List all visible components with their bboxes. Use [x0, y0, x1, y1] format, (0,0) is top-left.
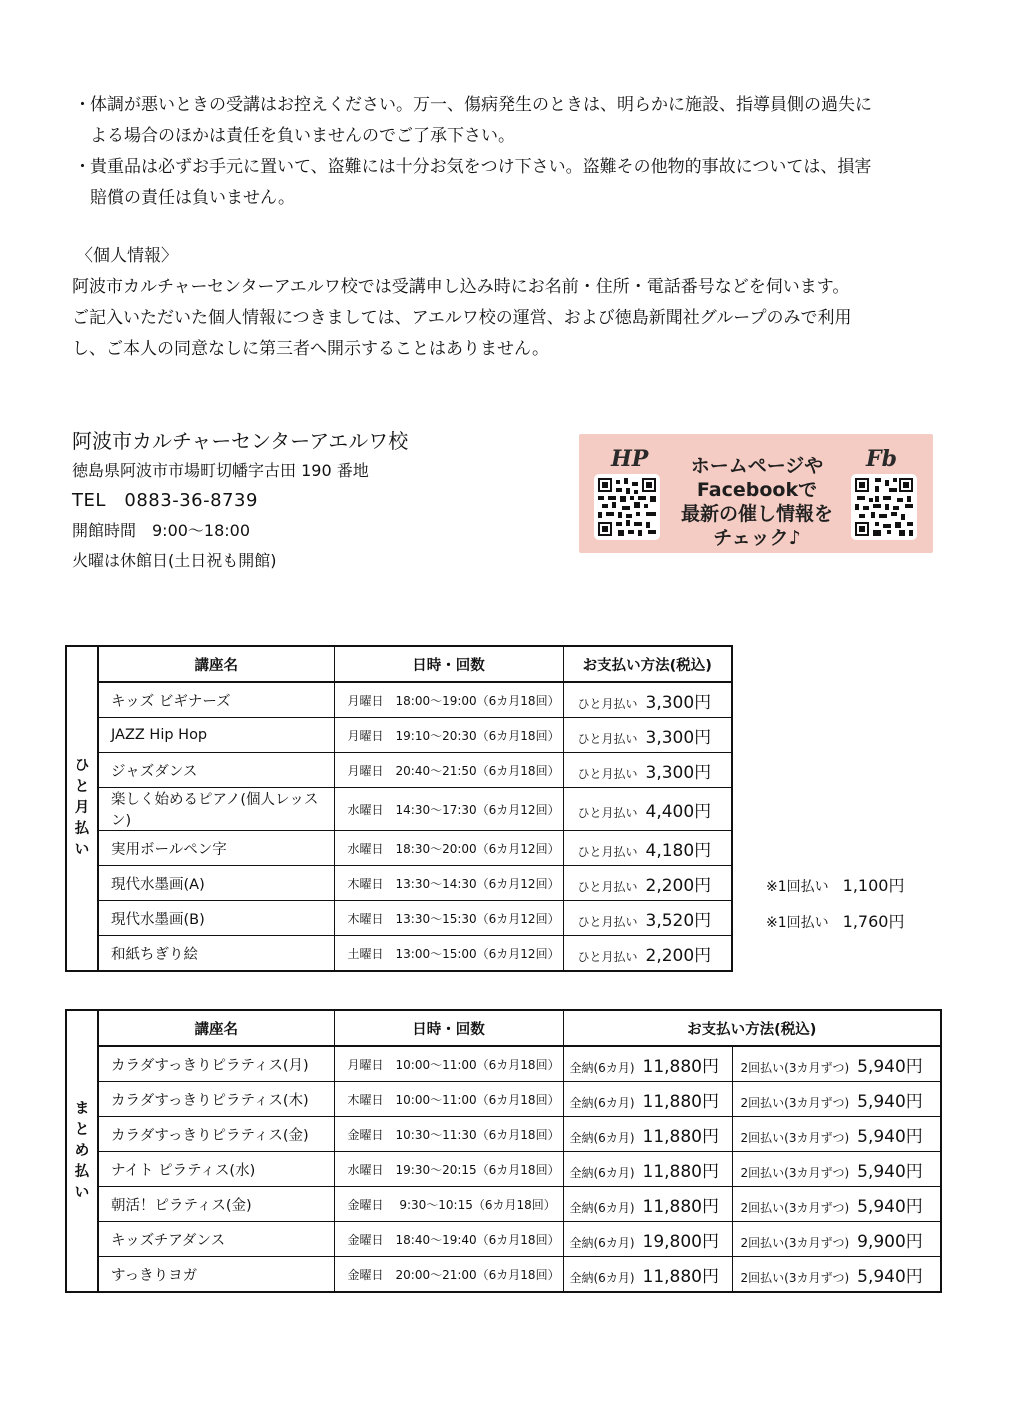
- payment-label: ひと月払い: [577, 805, 638, 820]
- note-text: 体調が悪いときの受講はお控えください。万一、傷病発生のときは、明らかに施設、指導員側の過失に: [90, 95, 872, 115]
- course-name: 和紙ちぎり絵: [98, 936, 334, 972]
- center-hours: 開館時間 9:00〜18:00: [72, 521, 251, 540]
- table-row: [66, 1117, 941, 1152]
- course-schedule: 月曜日 20:40〜21:50（6カ月18回）: [334, 753, 563, 788]
- single-payment-label: ※1回払い: [766, 915, 829, 931]
- payment-label: 2回払い(3カ月ずつ): [740, 1095, 850, 1110]
- split-payment: [732, 1187, 941, 1222]
- single-payment-amount: 1,760円: [842, 912, 905, 931]
- side-char: い: [74, 1184, 90, 1201]
- payment-label: ひと月払い: [577, 949, 638, 964]
- side-char: と: [74, 1121, 90, 1138]
- split-payment: [732, 1046, 941, 1082]
- course-name: ジャズダンス: [98, 753, 334, 788]
- privacy-text: 阿波市カルチャーセンターアエルワ校では受講申し込み時にお名前・住所・電話番号などを伺います。: [72, 277, 850, 297]
- course-name: 朝活！ピラティス(金): [98, 1187, 334, 1222]
- payment-amount: 11,880円: [642, 1056, 719, 1077]
- note-text-cont: よる場合のほかは責任を負いませんのでご了承下さい。: [90, 126, 515, 146]
- payment-label: ひと月払い: [577, 914, 638, 929]
- hp-label: HP: [611, 446, 649, 472]
- single-payment-note: [766, 873, 904, 896]
- payment-amount: 5,940円: [857, 1056, 923, 1077]
- course-name: 楽しく始めるピアノ(個人レッスン): [98, 788, 334, 831]
- privacy-heading: 〈個人情報〉: [76, 246, 178, 266]
- sns-line: ホームページや: [690, 455, 824, 477]
- payment-amount: 5,940円: [857, 1161, 923, 1182]
- side-char: 払: [74, 821, 90, 837]
- payment-amount: 11,880円: [642, 1091, 719, 1112]
- table-row: [66, 718, 732, 753]
- center-closed: 火曜は休館日(土日祝も開館): [72, 551, 277, 570]
- payment-label: 2回払い(3カ月ずつ): [740, 1165, 850, 1180]
- course-name: ナイト ピラティス(水): [98, 1152, 334, 1187]
- course-payment: [563, 718, 732, 753]
- lump-sum-fee-table: [65, 1009, 942, 1293]
- payment-amount: 11,880円: [642, 1196, 719, 1217]
- table-row: [66, 1222, 941, 1257]
- sns-line: Facebookで: [696, 479, 818, 501]
- sns-message: [669, 454, 845, 550]
- header-payment: お支払い方法(税込): [563, 1010, 941, 1046]
- sns-line: 最新の催し情報を: [680, 503, 833, 525]
- side-label-monthly: [66, 646, 98, 971]
- note-text-cont: 賠償の責任は負いません。: [90, 188, 296, 208]
- payment-label: 全納(6カ月): [569, 1200, 635, 1215]
- payment-amount: 5,940円: [857, 1266, 923, 1287]
- payment-amount: 4,400円: [645, 801, 712, 822]
- center-name: 阿波市カルチャーセンターアエルワ校: [72, 429, 409, 453]
- course-name: 実用ボールペン字: [98, 831, 334, 866]
- bullet: ・: [74, 157, 91, 177]
- course-name: キッズチアダンス: [98, 1222, 334, 1257]
- payment-label: 2回払い(3カ月ずつ): [740, 1200, 850, 1215]
- payment-amount: 2,200円: [645, 875, 712, 896]
- payment-label: 全納(6カ月): [569, 1235, 635, 1250]
- course-payment: [563, 753, 732, 788]
- course-schedule: 木曜日 13:30〜15:30（6カ月12回）: [334, 901, 563, 936]
- course-schedule: 土曜日 13:00〜15:00（6カ月12回）: [334, 936, 563, 972]
- course-name: キッズ ビギナーズ: [98, 682, 334, 718]
- header-schedule: 日時・回数: [334, 1010, 563, 1046]
- payment-label: 2回払い(3カ月ずつ): [740, 1130, 850, 1145]
- single-payment-amount: 1,100円: [842, 876, 905, 895]
- course-payment: [563, 788, 732, 831]
- notes-section: [72, 90, 952, 214]
- course-name: カラダすっきりピラティス(月): [98, 1046, 334, 1082]
- center-address: 徳島県阿波市市場町切幡字古田 190 番地: [72, 461, 369, 480]
- payment-amount: 3,300円: [645, 727, 712, 748]
- split-payment: [732, 1257, 941, 1293]
- payment-label: 全納(6カ月): [569, 1270, 635, 1285]
- course-schedule: 水曜日 18:30〜20:00（6カ月12回）: [334, 831, 563, 866]
- side-char: 月: [74, 800, 90, 816]
- side-char: い: [74, 842, 90, 858]
- table-row: [66, 753, 732, 788]
- header-payment: お支払い方法(税込): [563, 646, 732, 682]
- privacy-text: ご記入いただいた個人情報につきましては、アエルワ校の運営、および徳島新聞社グループのみで利用: [72, 308, 852, 328]
- sns-line: チェック♪: [713, 527, 801, 549]
- payment-label: 全納(6カ月): [569, 1095, 635, 1110]
- note-text: 貴重品は必ずお手元に置いて、盗難には十分お気をつけ下さい。盗難その他物的事故については、損害: [90, 157, 872, 177]
- table-header-row: [66, 1010, 941, 1046]
- full-payment: [563, 1222, 732, 1257]
- course-name: JAZZ Hip Hop: [98, 718, 334, 753]
- side-char: 払: [74, 1163, 90, 1180]
- payment-amount: 3,300円: [645, 762, 712, 783]
- course-schedule: 水曜日 14:30〜17:30（6カ月12回）: [334, 788, 563, 831]
- privacy-section: [72, 241, 952, 365]
- payment-amount: 9,900円: [857, 1231, 923, 1252]
- payment-label: ひと月払い: [577, 879, 638, 894]
- side-char: ひ: [74, 758, 90, 774]
- table-row: [66, 1046, 941, 1082]
- course-payment: [563, 682, 732, 718]
- payment-amount: 3,520円: [645, 910, 712, 931]
- full-payment: [563, 1082, 732, 1117]
- hp-qr-icon[interactable]: [594, 474, 660, 540]
- payment-label: ひと月払い: [577, 766, 638, 781]
- note-item: [72, 152, 952, 214]
- single-payment-note: [766, 909, 904, 932]
- payment-label: 全納(6カ月): [569, 1165, 635, 1180]
- header-schedule: 日時・回数: [334, 646, 563, 682]
- payment-label: ひと月払い: [577, 696, 638, 711]
- payment-label: ひと月払い: [577, 731, 638, 746]
- center-info: [72, 426, 552, 576]
- course-schedule: 金曜日 20:00〜21:00（6カ月18回）: [334, 1257, 563, 1293]
- payment-amount: 5,940円: [857, 1091, 923, 1112]
- table-row: [66, 1187, 941, 1222]
- course-name: 現代水墨画(A): [98, 866, 334, 901]
- fb-qr-icon[interactable]: [851, 474, 917, 540]
- payment-label: 全納(6カ月): [569, 1130, 635, 1145]
- table-row: [66, 866, 732, 901]
- payment-label: 2回払い(3カ月ずつ): [740, 1060, 850, 1075]
- header-course: 講座名: [98, 1010, 334, 1046]
- table-row: [66, 788, 732, 831]
- payment-label: 2回払い(3カ月ずつ): [740, 1235, 850, 1250]
- course-schedule: 水曜日 19:30〜20:15（6カ月18回）: [334, 1152, 563, 1187]
- course-schedule: 金曜日 18:40〜19:40（6カ月18回）: [334, 1222, 563, 1257]
- course-schedule: 月曜日 19:10〜20:30（6カ月18回）: [334, 718, 563, 753]
- table-header-row: [66, 646, 732, 682]
- payment-amount: 11,880円: [642, 1126, 719, 1147]
- course-payment: [563, 936, 732, 972]
- full-payment: [563, 1257, 732, 1293]
- payment-amount: 5,940円: [857, 1126, 923, 1147]
- course-name: カラダすっきりピラティス(金): [98, 1117, 334, 1152]
- full-payment: [563, 1152, 732, 1187]
- privacy-text: し、ご本人の同意なしに第三者へ開示することはありません。: [72, 339, 550, 359]
- table-row: [66, 936, 732, 972]
- course-payment: [563, 901, 732, 936]
- full-payment: [563, 1046, 732, 1082]
- header-course: 講座名: [98, 646, 334, 682]
- note-item: [72, 90, 952, 152]
- bullet: ・: [74, 95, 91, 115]
- full-payment: [563, 1187, 732, 1222]
- table-row: [66, 682, 732, 718]
- course-payment: [563, 866, 732, 901]
- payment-amount: 4,180円: [645, 840, 712, 861]
- course-schedule: 月曜日 10:00〜11:00（6カ月18回）: [334, 1046, 563, 1082]
- course-schedule: 月曜日 18:00〜19:00（6カ月18回）: [334, 682, 563, 718]
- course-name: すっきりヨガ: [98, 1257, 334, 1293]
- payment-amount: 5,940円: [857, 1196, 923, 1217]
- table-row: [66, 1257, 941, 1293]
- split-payment: [732, 1082, 941, 1117]
- side-char: め: [74, 1142, 90, 1159]
- sns-banner: [579, 434, 933, 553]
- course-payment: [563, 831, 732, 866]
- payment-label: 全納(6カ月): [569, 1060, 635, 1075]
- payment-amount: 19,800円: [642, 1231, 719, 1252]
- split-payment: [732, 1222, 941, 1257]
- single-payment-label: ※1回払い: [766, 879, 829, 895]
- monthly-fee-table: [65, 645, 733, 972]
- course-schedule: 木曜日 13:30〜14:30（6カ月12回）: [334, 866, 563, 901]
- course-schedule: 金曜日 9:30〜10:15（6カ月18回）: [334, 1187, 563, 1222]
- side-label-lump: [66, 1010, 98, 1292]
- fb-label: Fb: [866, 446, 898, 472]
- center-tel[interactable]: TEL 0883-36-8739: [72, 490, 258, 511]
- payment-label: ひと月払い: [577, 844, 638, 859]
- split-payment: [732, 1152, 941, 1187]
- side-char: と: [74, 779, 90, 795]
- payment-amount: 3,300円: [645, 692, 712, 713]
- payment-amount: 2,200円: [645, 945, 712, 966]
- payment-amount: 11,880円: [642, 1161, 719, 1182]
- table-row: [66, 1152, 941, 1187]
- payment-label: 2回払い(3カ月ずつ): [740, 1270, 850, 1285]
- course-schedule: 金曜日 10:30〜11:30（6カ月18回）: [334, 1117, 563, 1152]
- table-row: [66, 901, 732, 936]
- course-name: カラダすっきりピラティス(木): [98, 1082, 334, 1117]
- full-payment: [563, 1117, 732, 1152]
- table-row: [66, 1082, 941, 1117]
- table-row: [66, 831, 732, 866]
- payment-amount: 11,880円: [642, 1266, 719, 1287]
- split-payment: [732, 1117, 941, 1152]
- side-char: ま: [74, 1100, 90, 1117]
- course-name: 現代水墨画(B): [98, 901, 334, 936]
- course-schedule: 木曜日 10:00〜11:00（6カ月18回）: [334, 1082, 563, 1117]
